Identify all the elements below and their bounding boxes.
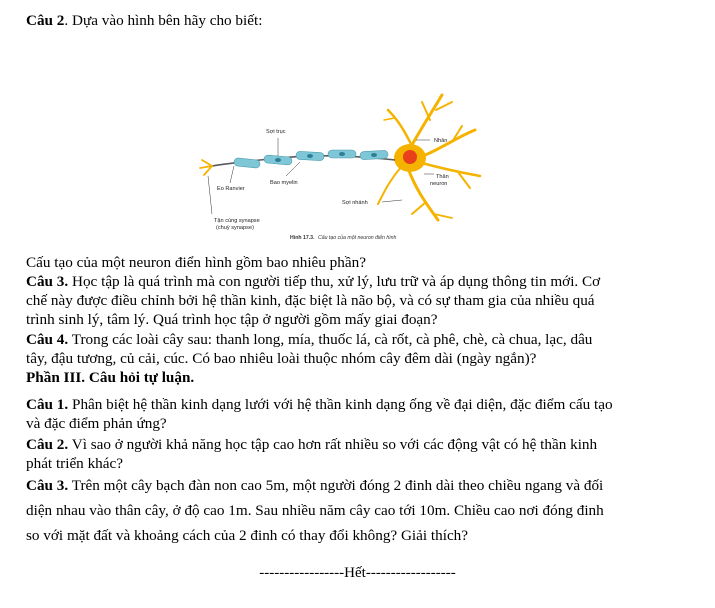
essay1-label: Câu 1. <box>26 396 69 413</box>
essay1-text-1: Phân biệt hệ thần kinh dạng lưới với hệ thần kinh dạng ống về đại diện, đặc điểm cấu tạo <box>68 396 613 413</box>
essay2-line-2: phát triển khác? <box>26 455 123 472</box>
essay1-line-1 <box>26 396 613 414</box>
q4-label: Câu 4. <box>26 331 69 348</box>
q2-heading <box>26 12 262 30</box>
figure-caption <box>290 234 397 241</box>
q2-question: Cấu tạo của một neuron điển hình gồm bao nhiêu phần? <box>26 254 366 271</box>
label-ranvier: Eo Ranvier <box>217 186 245 192</box>
essay3-line-1 <box>26 477 603 495</box>
q4-line-1 <box>26 331 592 349</box>
label-axon: Sợi trục <box>266 129 286 135</box>
label-synapse-2: (chuỳ synapse) <box>216 225 254 231</box>
q2-intro-text: . Dựa vào hình bên hãy cho biết: <box>64 12 263 29</box>
axon-terminals <box>200 160 212 175</box>
q3-line-1 <box>26 273 600 291</box>
figure-caption-italic: Cấu tạo của một neuron điển hình <box>317 235 397 241</box>
q3-line-2: chế này được điều chỉnh bởi hệ thần kinh, đặc biệt là não bộ, và có sự tham gia của nhiều quá <box>26 292 595 309</box>
q3-line-3: trình sinh lý, tâm lý. Quá trình học tập ở người gồm mấy giai đoạn? <box>26 311 438 328</box>
q4-text-1: Trong các loài cây sau: thanh long, mía, thuốc lá, cà rốt, cà phê, chè, cà chua, lạc, dâu <box>68 331 593 348</box>
q3-label: Câu 3. <box>26 273 69 290</box>
label-myelin: Bao myelin <box>270 180 298 186</box>
essay1-line-2: và đặc điểm phản ứng? <box>26 415 167 432</box>
q2-label: Câu 2 <box>26 12 65 29</box>
essay3-line-2: diện nhau vào thân cây, ở độ cao 1m. Sau nhiều năm cây cao tới 10m. Chiều cao nơi đóng đinh <box>26 502 604 519</box>
q4-line-2: tây, đậu tương, củ cải, cúc. Có bao nhiêu loài thuộc nhóm cây đêm dài (ngày ngắn)? <box>26 350 537 367</box>
nucleus <box>403 150 417 164</box>
figure-caption-bold: Hình 17.3. <box>290 235 315 241</box>
essay3-text-1: Trên một cây bạch đàn non cao 5m, một người đóng 2 đinh dài theo chiều ngang và đối <box>68 477 604 494</box>
essay3-label: Câu 3. <box>26 477 69 494</box>
essay3-line-3: so với mặt đất và khoảng cách của 2 đinh có thay đổi không? Giải thích? <box>26 527 469 544</box>
label-cell-body-2: neuron <box>430 181 448 187</box>
essay2-text-1: Vì sao ở người khả năng học tập cao hơn rất nhiều so với các động vật có hệ thần kinh <box>68 436 598 453</box>
myelin-sheaths <box>234 150 389 168</box>
end-marker: -----------------Hết------------------ <box>259 565 456 581</box>
essay2-label: Câu 2. <box>26 436 69 453</box>
essay2-line-1 <box>26 436 597 454</box>
section-3-title: Phần III. Câu hỏi tự luận. <box>26 369 195 386</box>
neuron-figure <box>190 80 490 250</box>
dendrites <box>378 95 480 220</box>
label-nucleus: Nhân <box>434 138 448 144</box>
label-dendrite: Sợi nhánh <box>342 200 368 206</box>
q3-text-1: Học tập là quá trình mà con người tiếp thu, xử lý, lưu trữ và áp dụng thông tin mới. Cơ <box>68 273 601 290</box>
label-cell-body: Thân <box>436 174 449 180</box>
label-synapse-1: Tận cùng synapse <box>214 218 260 224</box>
